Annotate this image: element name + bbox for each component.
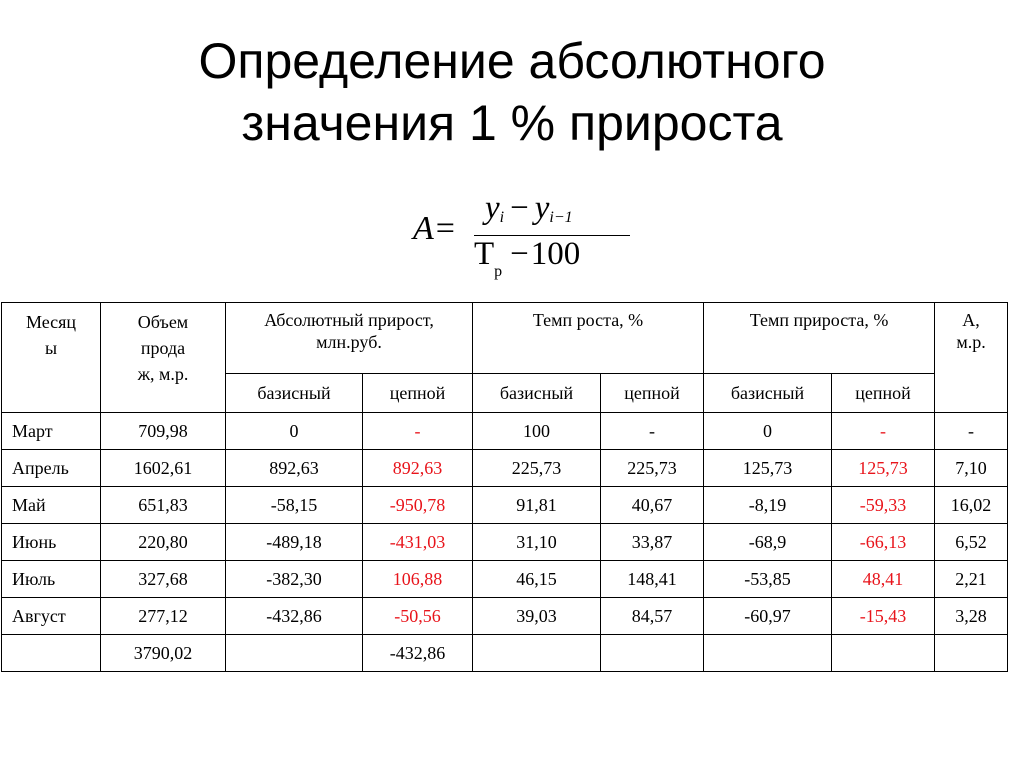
cell-empty [935,635,1008,672]
cell-a: 6,52 [935,524,1008,561]
cell-gr-basic: 225,73 [473,450,601,487]
header-inc-chain: цепной [832,374,935,413]
cell-empty [473,635,601,672]
cell-inc-basic: -53,85 [704,561,832,598]
formula-a: A [413,210,434,247]
slide-title-line-1: Определение абсолютного [198,33,826,89]
header-month-line-1: Месяц [25,312,77,332]
cell-month: Июнь [2,524,101,561]
cell-empty [226,635,363,672]
table-row [2,561,1008,598]
cell-gr-chain: - [601,413,704,450]
header-volume-line-3: ж, м.р. [137,364,189,384]
formula-y-i-1-sub: i−1 [549,209,573,226]
cell-a: 2,21 [935,561,1008,598]
table-row [2,598,1008,635]
formula-y-i-1: y [534,190,550,226]
cell-inc-chain: 48,41 [832,561,935,598]
cell-empty [601,635,704,672]
cell-abs-basic: -489,18 [226,524,363,561]
cell-empty [704,635,832,672]
cell-abs-basic: -432,86 [226,598,363,635]
cell-a: 3,28 [935,598,1008,635]
cell-empty [832,635,935,672]
header-a-line-1: А, [962,310,980,330]
cell-abs-basic: 0 [226,413,363,450]
formula-100: 100 [530,236,581,272]
cell-month: Апрель [2,450,101,487]
cell-gr-chain: 84,57 [601,598,704,635]
cell-abs-chain: 892,63 [363,450,473,487]
cell-a: - [935,413,1008,450]
cell-month: Май [2,487,101,524]
table-row [2,450,1008,487]
formula-den-minus: − [510,236,529,272]
cell-total-volume: 3790,02 [101,635,226,672]
cell-inc-chain: - [832,413,935,450]
table-row [2,524,1008,561]
cell-gr-basic: 39,03 [473,598,601,635]
cell-month: Март [2,413,101,450]
cell-inc-basic: -68,9 [704,524,832,561]
header-abs-growth: Абсолютный прирост, млн.руб. [226,303,473,374]
cell-a: 16,02 [935,487,1008,524]
header-volume [101,303,226,413]
header-volume-line-1: Объем [137,312,189,332]
cell-abs-basic: 892,63 [226,450,363,487]
table-row [2,487,1008,524]
cell-month: Июль [2,561,101,598]
cell-volume: 220,80 [101,524,226,561]
cell-inc-basic: -60,97 [704,598,832,635]
cell-abs-basic: -58,15 [226,487,363,524]
formula-t-sub: р [494,263,503,280]
formula-denominator [474,236,580,281]
cell-abs-chain: - [363,413,473,450]
header-gr-chain: цепной [601,374,704,413]
cell-inc-chain: 125,73 [832,450,935,487]
table-header-row-1 [2,303,1008,374]
formula-numerator [485,190,573,227]
cell-gr-basic: 100 [473,413,601,450]
cell-abs-basic: -382,30 [226,561,363,598]
formula-lhs [413,210,455,248]
cell-inc-chain: -15,43 [832,598,935,635]
formula-t: T [474,236,495,272]
table-total-row [2,635,1008,672]
header-growth-rate: Темп роста, % [473,303,704,374]
header-abs-chain: цепной [363,374,473,413]
header-month [2,303,101,413]
cell-inc-basic: -8,19 [704,487,832,524]
cell-inc-chain: -59,33 [832,487,935,524]
cell-total-abs-chain: -432,86 [363,635,473,672]
header-inc-basic: базисный [704,374,832,413]
cell-abs-chain: -50,56 [363,598,473,635]
header-volume-line-2: прода [140,338,186,358]
formula-equals: = [435,210,455,247]
cell-abs-chain: -950,78 [363,487,473,524]
table-row [2,413,1008,450]
slide-title [0,30,1024,154]
cell-inc-basic: 0 [704,413,832,450]
cell-volume: 277,12 [101,598,226,635]
header-gr-basic: базисный [473,374,601,413]
growth-table [1,302,1008,672]
cell-month: Август [2,598,101,635]
cell-gr-basic: 46,15 [473,561,601,598]
cell-empty [2,635,101,672]
cell-volume: 709,98 [101,413,226,450]
header-abs-basic: базисный [226,374,363,413]
cell-gr-chain: 148,41 [601,561,704,598]
cell-volume: 327,68 [101,561,226,598]
slide-title-line-2: значения 1 % прироста [241,95,783,151]
formula [410,192,640,288]
cell-abs-chain: 106,88 [363,561,473,598]
cell-volume: 651,83 [101,487,226,524]
header-month-line-2: ы [44,338,58,358]
formula-num-minus: − [510,190,529,226]
cell-inc-chain: -66,13 [832,524,935,561]
header-a-line-2: м.р. [956,332,986,352]
cell-inc-basic: 125,73 [704,450,832,487]
cell-gr-chain: 40,67 [601,487,704,524]
header-a [935,303,1008,413]
header-increase-rate: Темп прироста, % [704,303,935,374]
formula-y-i: y [485,190,500,226]
formula-y-i-sub: i [499,209,505,226]
cell-gr-basic: 91,81 [473,487,601,524]
cell-a: 7,10 [935,450,1008,487]
cell-volume: 1602,61 [101,450,226,487]
cell-gr-chain: 225,73 [601,450,704,487]
cell-abs-chain: -431,03 [363,524,473,561]
cell-gr-chain: 33,87 [601,524,704,561]
cell-gr-basic: 31,10 [473,524,601,561]
